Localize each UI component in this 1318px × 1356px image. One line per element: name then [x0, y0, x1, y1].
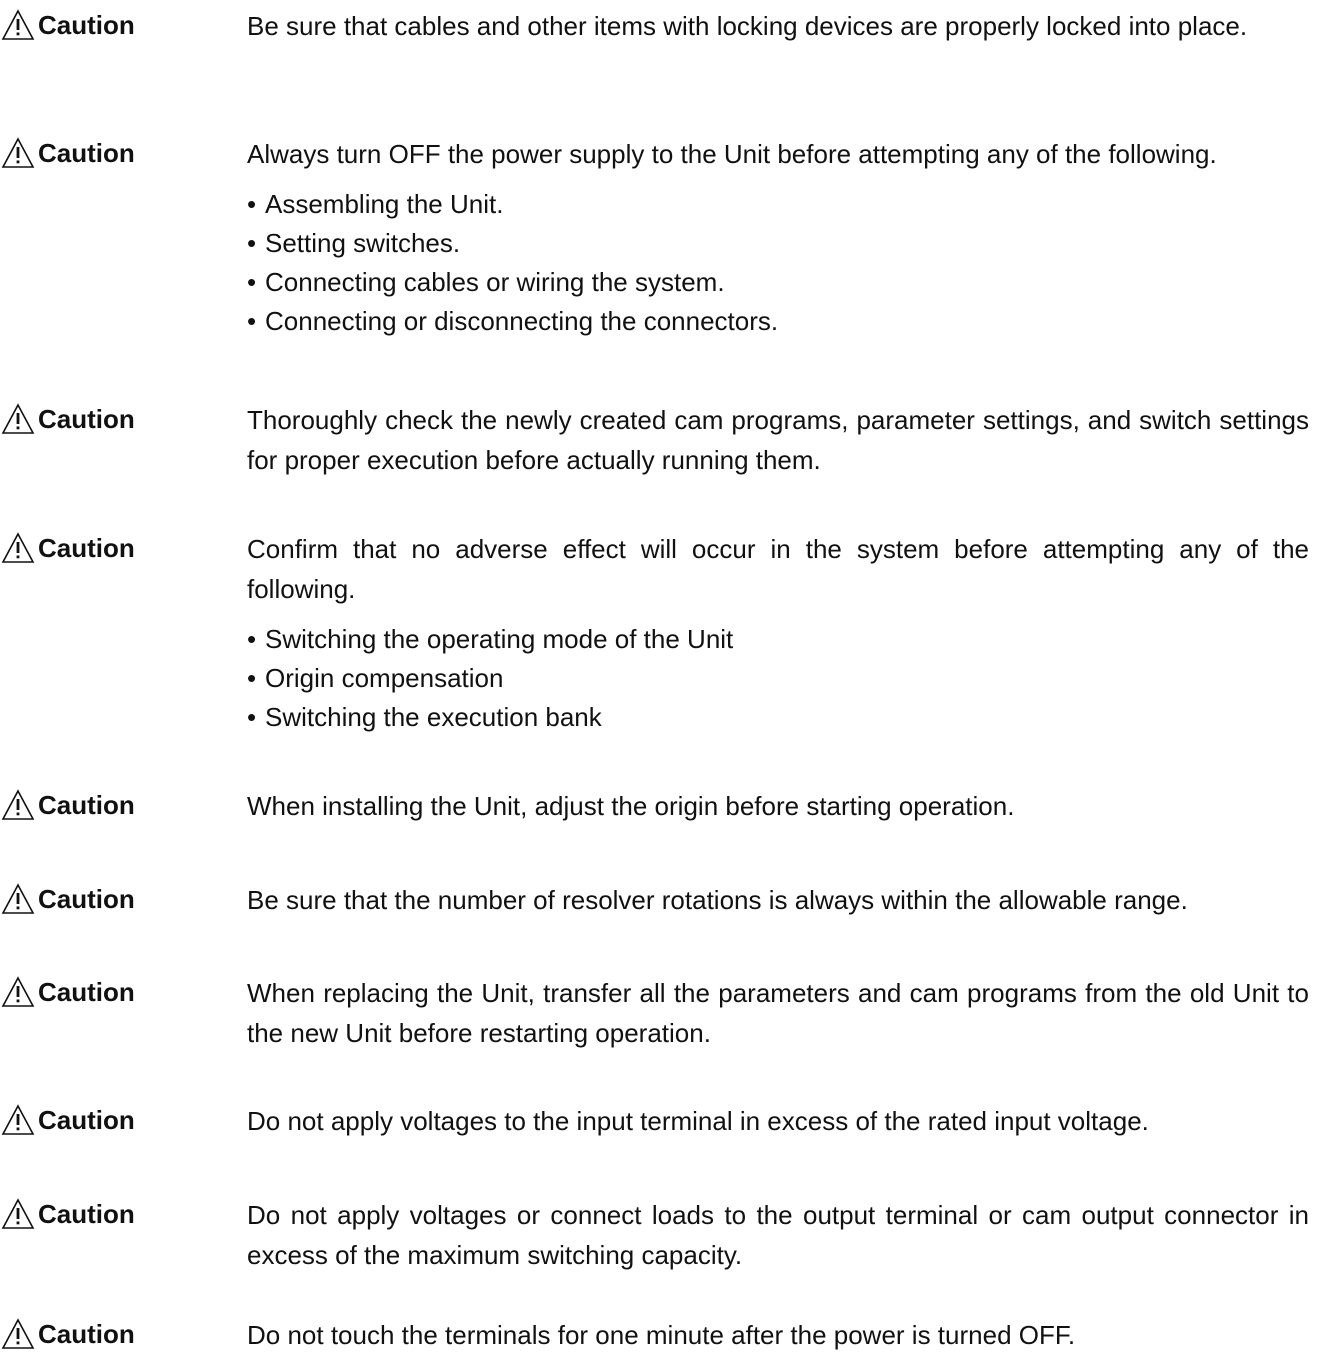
caution-text: Always turn OFF the power supply to the Unit before attempting any of the following. [247, 139, 1217, 169]
bullet-list [247, 620, 1309, 737]
warning-triangle-icon [1, 403, 35, 435]
caution-word: Caution [38, 790, 135, 820]
caution-word: Caution [38, 884, 135, 914]
warning-triangle-icon [1, 9, 35, 41]
caution-word: Caution [38, 1199, 135, 1229]
caution-text: Be sure that cables and other items with locking devices are properly locked into place. [247, 11, 1248, 41]
caution-label [0, 973, 240, 1013]
warning-triangle-icon [1, 1104, 35, 1136]
caution-label [0, 1101, 240, 1141]
bullet-item: • Connecting cables or wiring the system. [247, 267, 725, 297]
warning-triangle-icon [1, 1318, 35, 1350]
caution-text: Do not touch the terminals for one minute after the power is turned OFF. [247, 1320, 1076, 1350]
caution-label [0, 529, 240, 569]
caution-label [0, 1195, 240, 1235]
warning-triangle-icon [1, 789, 35, 821]
bullet-item: • Switching the execution bank [247, 702, 602, 732]
caution-word: Caution [38, 10, 135, 40]
caution-word: Caution [38, 404, 135, 434]
caution-label [0, 400, 240, 440]
caution-body [247, 400, 1309, 480]
caution-word: Caution [38, 977, 135, 1007]
caution-body [247, 973, 1309, 1053]
bullet-item: • Setting switches. [247, 228, 461, 258]
caution-label [0, 6, 240, 46]
caution-word: Caution [38, 1319, 135, 1349]
caution-word: Caution [38, 1105, 135, 1135]
caution-body [247, 786, 1309, 826]
caution-label [0, 1315, 240, 1355]
warning-triangle-icon [1, 1198, 35, 1230]
caution-body [247, 1101, 1309, 1141]
caution-body [247, 6, 1309, 46]
bullet-item: • Origin compensation [247, 663, 504, 693]
caution-body [247, 529, 1309, 737]
caution-text: Confirm that no adverse effect will occur in the system before attempting any of the following. [247, 534, 1309, 604]
caution-text: When replacing the Unit, transfer all the parameters and cam programs from the old Unit to the new Unit before restarting operation. [247, 978, 1309, 1048]
warning-triangle-icon [1, 532, 35, 564]
bullet-list [247, 185, 1309, 341]
caution-text: When installing the Unit, adjust the origin before starting operation. [247, 791, 1015, 821]
bullet-item: • Connecting or disconnecting the connectors. [247, 306, 779, 336]
caution-label [0, 880, 240, 920]
caution-body [247, 1315, 1309, 1355]
caution-body [247, 134, 1309, 341]
caution-label [0, 786, 240, 826]
caution-word: Caution [38, 138, 135, 168]
caution-body [247, 1195, 1309, 1275]
caution-text: Do not apply voltages or connect loads to the output terminal or cam output connector in excess of the maximum switching capacity. [247, 1200, 1309, 1270]
bullet-item: • Assembling the Unit. [247, 189, 504, 219]
warning-triangle-icon [1, 976, 35, 1008]
caution-text: Do not apply voltages to the input terminal in excess of the rated input voltage. [247, 1106, 1149, 1136]
caution-text: Be sure that the number of resolver rotations is always within the allowable range. [247, 885, 1188, 915]
caution-text: Thoroughly check the newly created cam programs, parameter settings, and switch settings for proper execution before actually running them. [247, 405, 1309, 475]
caution-word: Caution [38, 533, 135, 563]
warning-triangle-icon [1, 883, 35, 915]
caution-body [247, 880, 1309, 920]
caution-label [0, 134, 240, 174]
warning-triangle-icon [1, 137, 35, 169]
bullet-item: • Switching the operating mode of the Unit [247, 624, 734, 654]
